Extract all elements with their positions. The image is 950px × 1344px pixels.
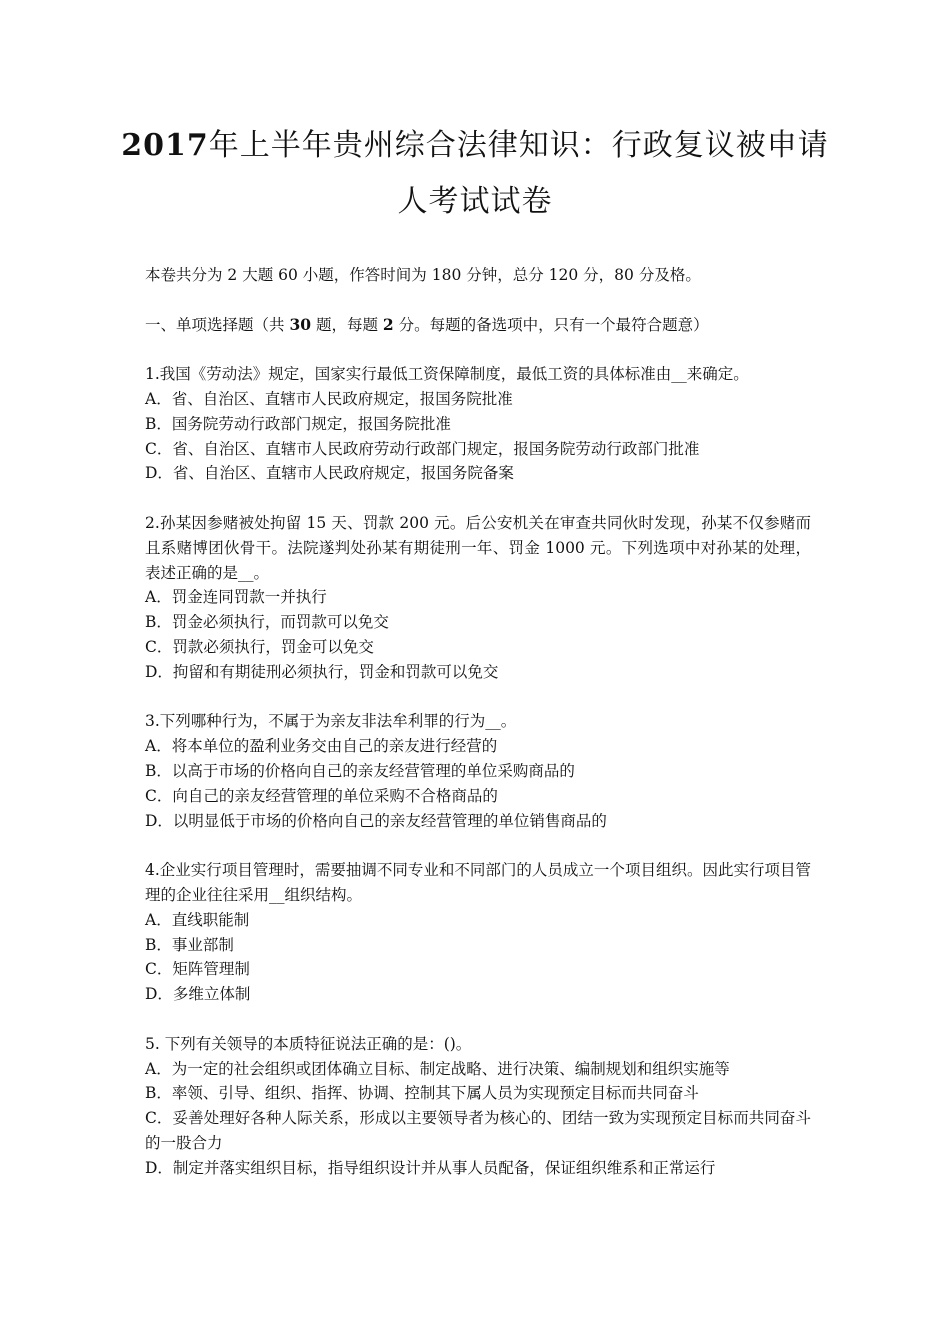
section-heading: [145, 313, 811, 338]
question-stem: 5. 下列有关领导的本质特征说法正确的是：()。: [145, 1034, 472, 1053]
question-stem: 2.孙某因参赌被处拘留 15 天、罚款 200 元。后公安机关在审查共同伙时发现，孙某不仅参赌而且系赌博团伙骨干。法院遂判处孙某有期徒刑一年、罚金 1000 元。下列选项中对孙某的处理，表述正确的是__。: [145, 513, 811, 582]
option-a: A．罚金连同罚款一并执行: [145, 588, 327, 607]
option-d: D．多维立体制: [145, 985, 251, 1004]
title-year: 2017: [121, 128, 209, 163]
question-stem: 1.我国《劳动法》规定，国家实行最低工资保障制度，最低工资的具体标准由__来确定。: [145, 365, 749, 384]
option-b: B．以高于市场的价格向自己的亲友经营管理的单位采购商品的: [145, 761, 575, 780]
option-d: D．制定并落实组织目标，指导组织设计并从事人员配备，保证组织维系和正常运行: [145, 1158, 716, 1177]
option-c: C．矩阵管理制: [145, 960, 250, 979]
question-4: [145, 858, 811, 1007]
question-stem: 4.企业实行项目管理时，需要抽调不同专业和不同部门的人员成立一个项目组织。因此实行项目管理的企业往往采用__组织结构。: [145, 861, 811, 904]
title-line1: 年上半年贵州综合法律知识：行政复议被申请: [208, 128, 829, 163]
option-c: C．罚款必须执行，罚金可以免交: [145, 637, 374, 656]
option-b: B．罚金必须执行，而罚款可以免交: [145, 613, 389, 632]
section-heading-suffix: 分。每题的备选项中，只有一个最符合题意）: [393, 315, 709, 334]
option-a: A．将本单位的盈利业务交由自己的亲友进行经营的: [145, 737, 498, 756]
option-b: B．事业部制: [145, 935, 234, 954]
option-c: C．省、自治区、直辖市人民政府劳动行政部门规定，报国务院劳动行政部门批准: [145, 439, 700, 458]
question-3: [145, 709, 811, 833]
title-line2: 人考试试卷: [397, 184, 553, 219]
option-a: A．省、自治区、直辖市人民政府规定，报国务院批准: [145, 389, 513, 408]
section-question-count: 30: [289, 314, 312, 334]
option-d: D．拘留和有期徒刑必须执行，罚金和罚款可以免交: [145, 662, 499, 681]
option-b: B．率领、引导、组织、指挥、协调、控制其下属人员为实现预定目标而共同奋斗: [145, 1084, 699, 1103]
section-points: 2: [382, 314, 394, 334]
question-1: [145, 362, 811, 486]
question-5: [145, 1032, 811, 1181]
section-heading-middle: 题，每题: [311, 315, 383, 334]
option-d: D．以明显低于市场的价格向自己的亲友经营管理的单位销售商品的: [145, 811, 607, 830]
option-c: C．妥善处理好各种人际关系，形成以主要领导者为核心的、团结一致为实现预定目标而共同奋斗的一股合力: [145, 1109, 811, 1152]
option-c: C．向自己的亲友经营管理的单位采购不合格商品的: [145, 786, 498, 805]
document-title: [120, 118, 830, 230]
option-b: B．国务院劳动行政部门规定，报国务院批准: [145, 414, 451, 433]
section-heading-prefix: 一、单项选择题（共: [145, 315, 290, 334]
option-a: A．为一定的社会组织或团体确立目标、制定战略、进行决策、编制规划和组织实施等: [145, 1059, 730, 1078]
exam-intro: 本卷共分为 2 大题 60 小题，作答时间为 180 分钟，总分 120 分，80 分及格。: [145, 266, 701, 284]
document-body: [145, 263, 811, 1205]
question-stem: 3.下列哪种行为，不属于为亲友非法牟利罪的行为__。: [145, 712, 517, 731]
option-d: D．省、自治区、直辖市人民政府规定，报国务院备案: [145, 464, 514, 483]
option-a: A．直线职能制: [145, 910, 250, 929]
question-2: [145, 511, 811, 685]
